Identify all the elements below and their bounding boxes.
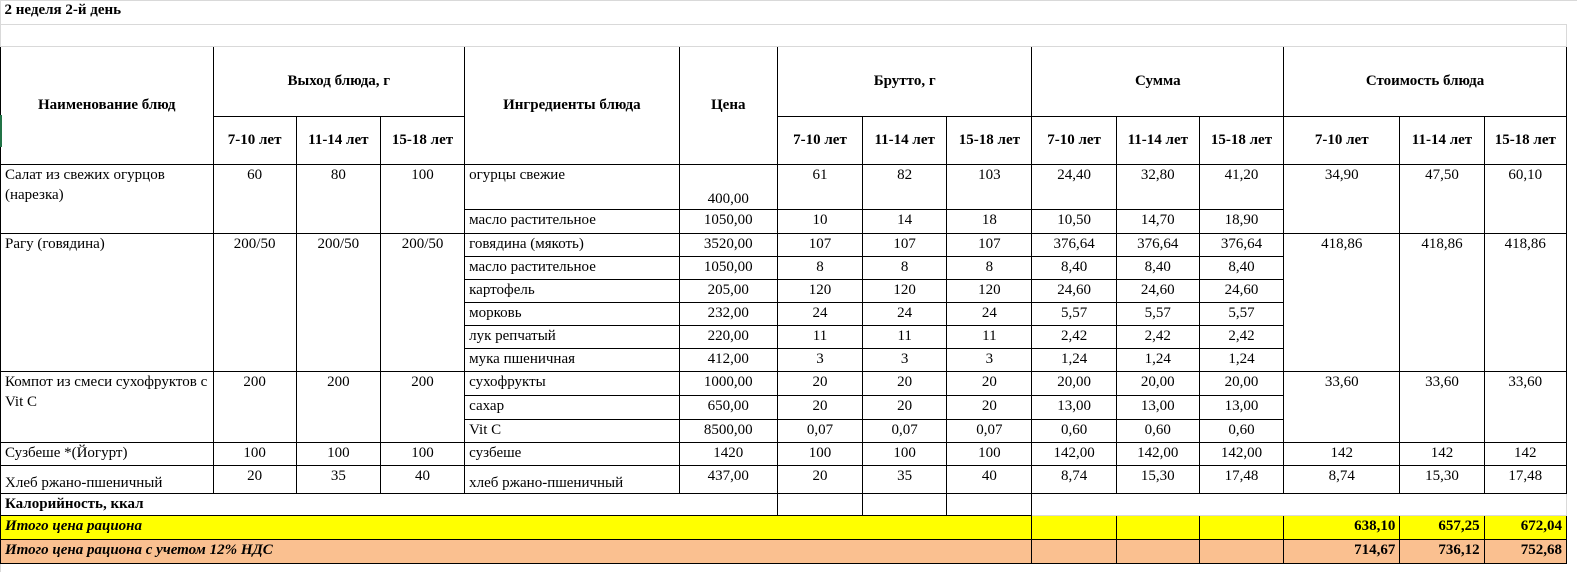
empty-row[interactable]	[1, 24, 1567, 46]
gross-cell[interactable]: 11	[947, 325, 1032, 348]
sum-cell[interactable]: 18,90	[1199, 209, 1283, 233]
sum-cell[interactable]: 142,00	[1032, 442, 1116, 465]
sum-cell[interactable]: 376,64	[1116, 233, 1199, 256]
ingredient-name[interactable]: масло растительное	[465, 209, 680, 233]
gross-cell[interactable]: 8	[777, 256, 862, 279]
dish-name[interactable]: Сузбеше *(Йогурт)	[1, 442, 214, 465]
gross-cell[interactable]: 14	[863, 209, 947, 233]
col-dish-name[interactable]: Наименование блюд	[1, 46, 214, 164]
cost-cell[interactable]: 142	[1484, 442, 1566, 465]
col-ingredients[interactable]: Ингредиенты блюда	[465, 46, 680, 164]
sum-cell[interactable]: 24,60	[1032, 279, 1116, 302]
cost-cell[interactable]: 33,60	[1400, 371, 1484, 442]
sum-cell[interactable]: 376,64	[1199, 233, 1283, 256]
sum-cell[interactable]: 5,57	[1199, 302, 1283, 325]
col-cost[interactable]: Стоимость блюда	[1284, 46, 1567, 116]
sum-cell[interactable]: 13,00	[1199, 395, 1283, 419]
total-value[interactable]: 657,25	[1400, 515, 1484, 539]
sum-cell[interactable]: 0,60	[1199, 419, 1283, 442]
yield-cell[interactable]: 200/50	[213, 233, 296, 371]
empty-cell[interactable]	[1116, 515, 1199, 539]
gross-cell[interactable]: 120	[947, 279, 1032, 302]
dish-name[interactable]: Рагу (говядина)	[1, 233, 214, 371]
cost-cell[interactable]: 33,60	[1284, 371, 1400, 442]
sum-cell[interactable]: 1,24	[1116, 348, 1199, 371]
gross-cell[interactable]: 20	[777, 395, 862, 419]
sum-cell[interactable]: 2,42	[1199, 325, 1283, 348]
sum-cell[interactable]: 20,00	[1032, 371, 1116, 395]
gross-cell[interactable]: 0,07	[947, 419, 1032, 442]
gross-cell[interactable]: 20	[947, 371, 1032, 395]
sum-cell[interactable]: 24,40	[1032, 164, 1116, 209]
sum-cell[interactable]: 13,00	[1116, 395, 1199, 419]
total-value[interactable]: 672,04	[1484, 515, 1566, 539]
empty-cell[interactable]	[1032, 539, 1116, 563]
gross-cell[interactable]: 20	[863, 371, 947, 395]
yield-cell[interactable]: 100	[296, 442, 380, 465]
gross-cell[interactable]: 103	[947, 164, 1032, 209]
gross-cell[interactable]: 107	[947, 233, 1032, 256]
ingredient-name[interactable]: хлеб ржано-пшеничный	[465, 465, 680, 493]
sum-cell[interactable]: 20,00	[1116, 371, 1199, 395]
yield-cell[interactable]: 200/50	[380, 233, 464, 371]
price-cell[interactable]: 1420	[679, 442, 777, 465]
age-header[interactable]: 15-18 лет	[947, 116, 1032, 164]
age-header[interactable]: 11-14 лет	[296, 116, 380, 164]
gross-cell[interactable]: 40	[947, 465, 1032, 493]
cost-cell[interactable]: 418,86	[1400, 233, 1484, 371]
age-header[interactable]: 7-10 лет	[1284, 116, 1400, 164]
ingredient-name[interactable]: сухофрукты	[465, 371, 680, 395]
sum-cell[interactable]: 0,60	[1116, 419, 1199, 442]
empty-cell[interactable]	[1032, 493, 1567, 515]
sum-cell[interactable]: 1,24	[1032, 348, 1116, 371]
sum-cell[interactable]: 14,70	[1116, 209, 1199, 233]
gross-cell[interactable]: 0,07	[777, 419, 862, 442]
ingredient-name[interactable]: сузбеше	[465, 442, 680, 465]
cost-cell[interactable]: 142	[1284, 442, 1400, 465]
dish-name[interactable]: Компот из смеси сухофруктов с Vit C	[1, 371, 214, 442]
selection-marker	[0, 115, 2, 147]
age-header[interactable]: 15-18 лет	[1484, 116, 1566, 164]
age-header[interactable]: 11-14 лет	[1400, 116, 1484, 164]
empty-cell[interactable]	[1199, 539, 1283, 563]
gross-cell[interactable]: 20	[777, 371, 862, 395]
price-cell[interactable]: 232,00	[679, 302, 777, 325]
yield-cell[interactable]: 200	[380, 371, 464, 442]
ingredient-name[interactable]: лук репчатый	[465, 325, 680, 348]
age-header[interactable]: 15-18 лет	[380, 116, 464, 164]
price-cell[interactable]: 1000,00	[679, 371, 777, 395]
sum-cell[interactable]: 142,00	[1199, 442, 1283, 465]
sum-cell[interactable]: 8,40	[1116, 256, 1199, 279]
sum-cell[interactable]: 5,57	[1032, 302, 1116, 325]
dish-name[interactable]: Салат из свежих огурцов (нарезка)	[1, 164, 214, 233]
age-header[interactable]: 7-10 лет	[1032, 116, 1116, 164]
age-header[interactable]: 15-18 лет	[1199, 116, 1283, 164]
gross-cell[interactable]: 100	[777, 442, 862, 465]
cost-cell[interactable]: 8,74	[1284, 465, 1400, 493]
gross-cell[interactable]: 0,07	[863, 419, 947, 442]
cost-cell[interactable]: 17,48	[1484, 465, 1566, 493]
empty-cell[interactable]	[1199, 515, 1283, 539]
col-sum[interactable]: Сумма	[1032, 46, 1284, 116]
price-cell[interactable]: 3520,00	[679, 233, 777, 256]
price-cell[interactable]: 650,00	[679, 395, 777, 419]
ingredient-name[interactable]: морковь	[465, 302, 680, 325]
yield-cell[interactable]: 200/50	[296, 233, 380, 371]
sum-cell[interactable]: 2,42	[1032, 325, 1116, 348]
sum-cell[interactable]: 13,00	[1032, 395, 1116, 419]
sum-cell[interactable]: 8,40	[1032, 256, 1116, 279]
sum-cell[interactable]: 8,74	[1032, 465, 1116, 493]
total-vat-label[interactable]: Итого цена рациона с учетом 12% НДС	[1, 539, 1032, 563]
price-cell[interactable]: 412,00	[679, 348, 777, 371]
yield-cell[interactable]: 100	[380, 442, 464, 465]
gross-cell[interactable]: 3	[947, 348, 1032, 371]
gross-cell[interactable]: 24	[947, 302, 1032, 325]
ingredient-name[interactable]: сахар	[465, 395, 680, 419]
gross-cell[interactable]: 61	[777, 164, 862, 209]
price-cell[interactable]: 1050,00	[679, 256, 777, 279]
gross-cell[interactable]: 107	[777, 233, 862, 256]
gross-cell[interactable]: 20	[863, 395, 947, 419]
cost-cell[interactable]: 15,30	[1400, 465, 1484, 493]
gross-cell[interactable]: 8	[863, 256, 947, 279]
yield-cell[interactable]: 40	[380, 465, 464, 493]
yield-cell[interactable]: 200	[296, 371, 380, 442]
total-vat-value[interactable]: 714,67	[1284, 539, 1400, 563]
gross-cell[interactable]: 107	[863, 233, 947, 256]
price-cell[interactable]: 400,00	[679, 164, 777, 209]
age-header[interactable]: 7-10 лет	[213, 116, 296, 164]
cost-cell[interactable]: 418,86	[1484, 233, 1566, 371]
empty-cell[interactable]	[1032, 515, 1116, 539]
col-price[interactable]: Цена	[679, 46, 777, 164]
yield-cell[interactable]: 80	[296, 164, 380, 233]
price-cell[interactable]: 205,00	[679, 279, 777, 302]
ingredient-name[interactable]: говядина (мякоть)	[465, 233, 680, 256]
gross-cell[interactable]: 35	[863, 465, 947, 493]
gross-cell[interactable]: 100	[947, 442, 1032, 465]
sum-cell[interactable]: 24,60	[1199, 279, 1283, 302]
ingredient-name[interactable]: картофель	[465, 279, 680, 302]
empty-cell[interactable]	[1116, 539, 1199, 563]
gross-cell[interactable]: 8	[947, 256, 1032, 279]
gross-cell[interactable]: 18	[947, 209, 1032, 233]
yield-cell[interactable]: 100	[380, 164, 464, 233]
sum-cell[interactable]: 8,40	[1199, 256, 1283, 279]
sum-cell[interactable]: 20,00	[1199, 371, 1283, 395]
total-vat-value[interactable]: 752,68	[1484, 539, 1566, 563]
gross-cell[interactable]: 3	[863, 348, 947, 371]
age-header[interactable]: 11-14 лет	[1116, 116, 1199, 164]
col-yield[interactable]: Выход блюда, г	[213, 46, 465, 116]
age-header[interactable]: 11-14 лет	[863, 116, 947, 164]
sum-cell[interactable]: 0,60	[1032, 419, 1116, 442]
gross-cell[interactable]: 3	[777, 348, 862, 371]
sum-cell[interactable]: 24,60	[1116, 279, 1199, 302]
yield-cell[interactable]: 100	[213, 442, 296, 465]
gross-cell[interactable]: 24	[863, 302, 947, 325]
sum-cell[interactable]: 142,00	[1116, 442, 1199, 465]
cost-cell[interactable]: 33,60	[1484, 371, 1566, 442]
sum-cell[interactable]: 41,20	[1199, 164, 1283, 209]
ingredient-name[interactable]: огурцы свежие	[465, 164, 680, 209]
gross-cell[interactable]: 120	[863, 279, 947, 302]
yield-cell[interactable]: 200	[213, 371, 296, 442]
cost-cell[interactable]: 34,90	[1284, 164, 1400, 233]
empty-cell[interactable]	[947, 493, 1032, 515]
sum-cell[interactable]: 2,42	[1116, 325, 1199, 348]
total-vat-value[interactable]: 736,12	[1400, 539, 1484, 563]
gross-cell[interactable]: 11	[777, 325, 862, 348]
age-header[interactable]: 7-10 лет	[777, 116, 862, 164]
price-cell[interactable]: 1050,00	[679, 209, 777, 233]
gross-cell[interactable]: 100	[863, 442, 947, 465]
dish-name[interactable]: Хлеб ржано-пшеничный	[1, 465, 214, 493]
price-cell[interactable]: 437,00	[679, 465, 777, 493]
yield-cell[interactable]: 20	[213, 465, 296, 493]
sheet-title[interactable]: 2 неделя 2-й день	[4, 2, 122, 18]
empty-cell[interactable]	[863, 493, 947, 515]
total-label[interactable]: Итого цена рациона	[1, 515, 1032, 539]
sum-cell[interactable]: 376,64	[1032, 233, 1116, 256]
gross-cell[interactable]: 10	[777, 209, 862, 233]
yield-cell[interactable]: 60	[213, 164, 296, 233]
col-gross[interactable]: Брутто, г	[777, 46, 1032, 116]
ingredient-name[interactable]: мука пшеничная	[465, 348, 680, 371]
sum-cell[interactable]: 32,80	[1116, 164, 1199, 209]
sum-cell[interactable]: 1,24	[1199, 348, 1283, 371]
sum-cell[interactable]: 10,50	[1032, 209, 1116, 233]
cost-cell[interactable]: 47,50	[1400, 164, 1484, 233]
total-value[interactable]: 638,10	[1284, 515, 1400, 539]
ingredient-name[interactable]: масло растительное	[465, 256, 680, 279]
sum-cell[interactable]: 15,30	[1116, 465, 1199, 493]
sum-cell[interactable]: 5,57	[1116, 302, 1199, 325]
gross-cell[interactable]: 20	[947, 395, 1032, 419]
gross-cell[interactable]: 11	[863, 325, 947, 348]
cost-cell[interactable]: 60,10	[1484, 164, 1566, 233]
price-cell[interactable]: 8500,00	[679, 419, 777, 442]
ingredient-name[interactable]: Vit C	[465, 419, 680, 442]
gross-cell[interactable]: 20	[777, 465, 862, 493]
gross-cell[interactable]: 120	[777, 279, 862, 302]
calories-label[interactable]: Калорийность, ккал	[1, 493, 778, 515]
sum-cell[interactable]: 17,48	[1199, 465, 1283, 493]
cost-cell[interactable]: 418,86	[1284, 233, 1400, 371]
gross-cell[interactable]: 82	[863, 164, 947, 209]
gross-cell[interactable]: 24	[777, 302, 862, 325]
price-cell[interactable]: 220,00	[679, 325, 777, 348]
cost-cell[interactable]: 142	[1400, 442, 1484, 465]
empty-cell[interactable]	[777, 493, 862, 515]
yield-cell[interactable]: 35	[296, 465, 380, 493]
